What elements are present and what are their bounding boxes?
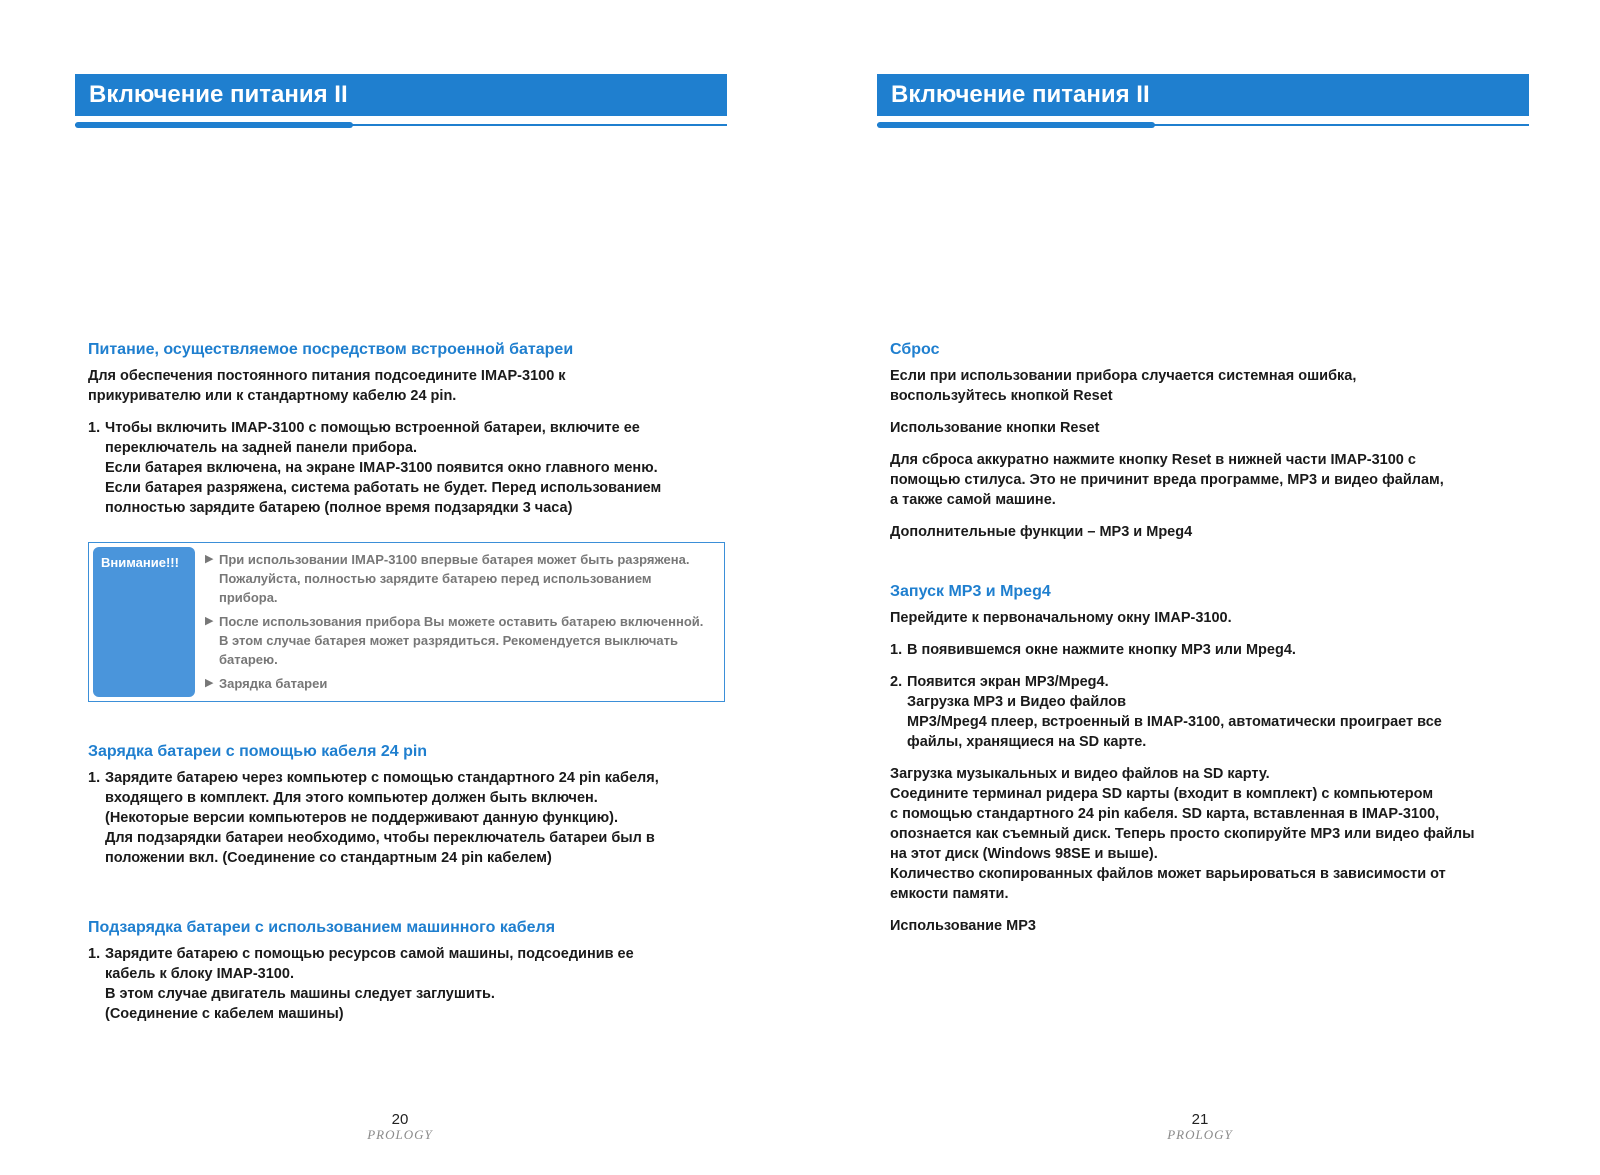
list-number: 2. [890, 674, 903, 690]
warning-item [205, 612, 716, 669]
paragraph: Загрузка музыкальных и видео файлов на SD карту. Соедините терминал ридера SD карты (входит в комплект) с компьютером с помощью стандартного 24 pin кабеля. SD карта, вставленная в IMAP-3100, опознается как съемный диск. Теперь просто скопируйте MP3 или видео файлы на этот диск (Windows 98SE и выше). Количество скопированных файлов может варьироваться в зависимости от емкости памяти. [890, 766, 1475, 902]
list-text: Зарядите батарею через компьютер с помощью стандартного 24 pin кабеля, входящего в комплект. Для этого компьютер должен быть включен. (Некоторые версии компьютеров не поддерживают данную функцию). Для подзарядки батареи необходимо, чтобы переключатель батареи был в положении вкл. (Соединение со стандартным 24 pin кабелем) [105, 770, 659, 866]
list-text: Чтобы включить IMAP-3100 с помощью встроенной батареи, включите ее переключатель на задней панели прибора. Если батарея включена, на экране IMAP-3100 появится окно главного меню. Если батарея разряжена, система работать не будет. Перед использованием полностью зарядите батарею (полное время подзарядки 3 часа) [105, 420, 662, 516]
triangle-bullet-icon: ▶ [205, 615, 214, 627]
list-number: 1. [88, 946, 101, 962]
paragraph: Если при использовании прибора случается системная ошибка, воспользуйтесь кнопкой Reset [890, 368, 1357, 404]
header-underline-accent [877, 122, 1155, 128]
warning-label: Внимание!!! [93, 547, 195, 697]
list-text: Зарядите батарею с помощью ресурсов самой машины, подсоединив ее кабель к блоку IMAP-3100. В этом случае двигатель машины следует заглушить. (Соединение с кабелем машины) [105, 946, 634, 1022]
warning-box [88, 542, 725, 702]
list-number: 1. [88, 420, 101, 436]
list-item [88, 768, 738, 868]
warning-item [205, 550, 716, 607]
list-item [88, 418, 738, 518]
paragraph: Для обеспечения постоянного питания подсоедините IMAP-3100 к прикуривателю или к стандартному кабелю 24 pin. [88, 368, 566, 404]
header-underline-accent [75, 122, 353, 128]
paragraph: Дополнительные функции – MP3 и Mpeg4 [890, 524, 1193, 540]
page-number: 20 [391, 1111, 409, 1128]
paragraph: Перейдите к первоначальному окну IMAP-3100. [890, 610, 1232, 626]
page-footer [0, 1112, 800, 1142]
list-item [890, 640, 1540, 660]
brand-logo: PROLOGY [367, 1127, 433, 1142]
page-header-bar [877, 74, 1529, 116]
list-number: 1. [890, 642, 903, 658]
page-header-title: Включение питания II [89, 81, 348, 108]
warning-list [205, 550, 716, 698]
warning-text: При использовании IMAP-3100 впервые батарея может быть разряжена. Пожалуйста, полностью зарядите батарею перед использованием прибора. [219, 552, 690, 605]
section-title: Сброс [890, 341, 940, 358]
warning-text: После использования прибора Вы можете оставить батарею включенной. В этом случае батарея может разрядиться. Рекомендуется выключать батарею. [219, 614, 704, 667]
brand-logo: PROLOGY [1167, 1127, 1233, 1142]
section-title: Запуск MP3 и Mpeg4 [890, 583, 1051, 600]
list-item [88, 944, 738, 1024]
section-title: Питание, осуществляемое посредством встроенной батареи [88, 341, 574, 358]
list-number: 1. [88, 770, 101, 786]
triangle-bullet-icon: ▶ [205, 677, 214, 689]
page-header-bar [75, 74, 727, 116]
paragraph: Для сброса аккуратно нажмите кнопку Reset в нижней части IMAP-3100 с помощью стилуса. Это не причинит вреда программе, MP3 и видео файлам, а также самой машине. [890, 452, 1444, 508]
left-content [88, 340, 738, 1036]
right-content [890, 340, 1540, 948]
list-text: В появившемся окне нажмите кнопку MP3 или Mpeg4. [907, 642, 1296, 658]
section-title: Зарядка батареи с помощью кабеля 24 pin [88, 743, 428, 760]
page-number: 21 [1191, 1111, 1209, 1128]
triangle-bullet-icon: ▶ [205, 553, 214, 565]
right-page [800, 0, 1600, 1175]
section-title: Подзарядка батареи с использованием машинного кабеля [88, 919, 556, 936]
page-header-title: Включение питания II [891, 81, 1150, 108]
paragraph: Использование MP3 [890, 918, 1036, 934]
warning-text: Зарядка батареи [219, 676, 328, 691]
list-text: Появится экран MP3/Mpeg4. Загрузка MP3 и Видео файлов MP3/Mpeg4 плеер, встроенный в IMAP-3100, автоматически проигрaет все файлы, хранящиеся на SD карте. [907, 674, 1442, 750]
paragraph: Использование кнопки Reset [890, 420, 1100, 436]
page-footer [800, 1112, 1600, 1142]
list-item [890, 672, 1540, 752]
warning-item [205, 674, 716, 693]
